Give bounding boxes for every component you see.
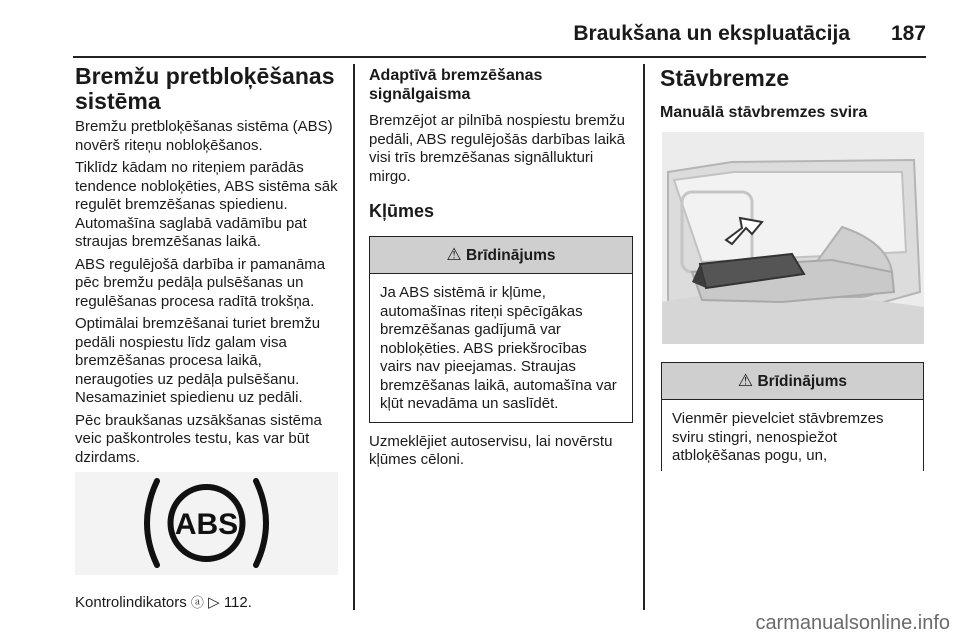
section-heading-abs: Bremžu pretbloķēšanas sistēma (75, 63, 335, 114)
parking-brake-lever-illustration (662, 132, 924, 344)
abs-indicator-icon: ⓐ (190, 595, 204, 610)
warning-title: Brīdinājums (757, 373, 848, 390)
section-heading-brake-light: Adaptīvā bremzēšanas signālgaisma (369, 67, 543, 103)
column-brake-light (369, 66, 633, 474)
page-ref-arrow-icon: ▷ (208, 594, 220, 611)
page-number: 187 (890, 22, 926, 45)
watermark: carmanualsonline.info (755, 612, 950, 634)
warning-triangle-icon: ⚠ (446, 245, 462, 264)
paragraph: Bremžu pretbloķēšanas sistēma (ABS) novērš riteņu nobloķēšanos. (75, 118, 333, 154)
warning-text: Vienmēr pievelciet stāvbremzes sviru stingri, nenospiežot atbloķēšanas pogu, un, (672, 410, 884, 464)
abs-symbol-text: ABS (174, 508, 239, 541)
indicator-reference (75, 594, 345, 613)
warning-header (662, 363, 923, 400)
warning-body (662, 400, 923, 471)
running-header-title: Braukšana un ekspluatācija (573, 22, 850, 45)
section-heading-parking-brake: Stāvbremze (660, 65, 790, 91)
paragraph: Pēc braukšanas uzsākšanas sistēma veic paškontroles testu, kas var būt dzirdams. (75, 411, 322, 466)
warning-text: Ja ABS sistēmā ir kļūme, automašīnas riteņi spēcīgākas bremzēšanas gadījumā var nobloķēties. ABS priekšrocības vairs nav pieejamas. Straujas bremzēšanas laikā, automašīna var kļūt nevadāma un saslīdēt. (380, 284, 617, 412)
abs-symbol-image (75, 472, 338, 575)
indicator-label: Kontrolindikators (75, 594, 187, 611)
indicator-page-ref[interactable]: 112. (223, 594, 252, 611)
column-divider-2 (643, 64, 645, 610)
column-abs (75, 64, 343, 471)
warning-header (370, 237, 632, 274)
paragraph: Tiklīdz kādam no riteņiem parādās tendence nobloķēties, ABS sistēma sāk regulēt bremzēšanas spiedienu. Automašīna saglabā vadāmību pat straujas bremzēšanas laikā. (75, 159, 338, 250)
header-rule (73, 56, 926, 58)
warning-title: Brīdinājums (465, 247, 556, 264)
subheading-faults: Kļūmes (369, 201, 435, 221)
warning-triangle-icon: ⚠ (737, 371, 754, 390)
paragraph: ABS regulējošā darbība ir pamanāma pēc bremžu pedāļa pulsēšanas un regulēšanas procesa radītā trokšņa. (75, 255, 326, 310)
column-parking-brake (660, 66, 926, 130)
paragraph: Optimālai bremzēšanai turiet bremžu pedāli nospiestu līdz galam visa bremzēšanas procesa laikā, neraugoties uz pedāļa pulsēšanu. Nesamaziniet spiedienu uz pedāli. (75, 315, 321, 406)
warning-box (661, 362, 924, 471)
warning-body (370, 274, 632, 422)
subheading-manual-lever: Manuālā stāvbremzes svira (660, 104, 868, 121)
warning-box (369, 236, 633, 423)
paragraph: Uzmeklējiet autoservisu, lai novērstu kļūmes cēloni. (369, 432, 613, 468)
parking-brake-lever-image (662, 132, 924, 344)
paragraph: Bremzējot ar pilnībā nospiestu bremžu pedāli, ABS regulējošās darbības laikā visi trīs bremzēšanas signāllukturi mirgo. (369, 112, 625, 185)
abs-warning-icon (75, 472, 338, 575)
column-divider-1 (353, 64, 355, 610)
parking-brake-warning-container (661, 362, 924, 471)
